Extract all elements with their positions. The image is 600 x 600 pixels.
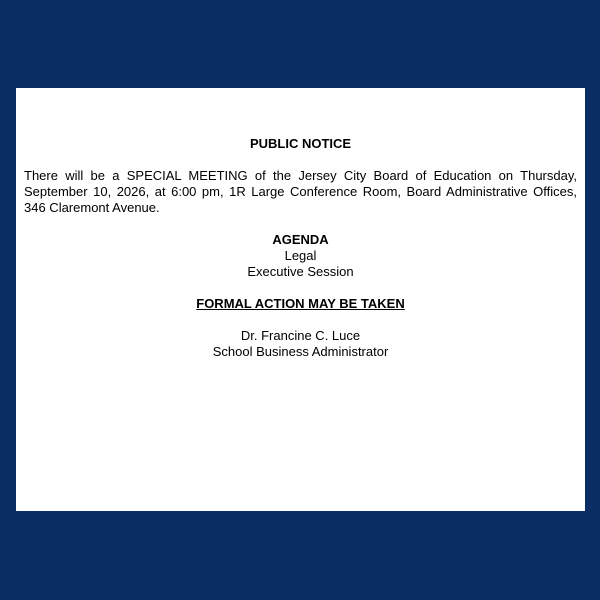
signer-name: Dr. Francine C. Luce <box>240 328 361 343</box>
notice-title: PUBLIC NOTICE <box>249 136 352 151</box>
public-notice-card <box>16 88 585 511</box>
agenda-item-executive-session: Executive Session <box>247 264 354 279</box>
formal-action-notice: FORMAL ACTION MAY BE TAKEN <box>196 296 405 311</box>
agenda-heading: AGENDA <box>272 232 329 247</box>
signer-title: School Business Administrator <box>212 344 389 359</box>
notice-body: There will be a SPECIAL MEETING of the Jersey City Board of Education on Thursday, September 10, 2026, at 6:00 pm, 1R Large Conference Room, Board Administrative Offices, 346 Claremont Avenue. <box>24 168 577 215</box>
agenda-item-legal: Legal <box>284 248 317 263</box>
